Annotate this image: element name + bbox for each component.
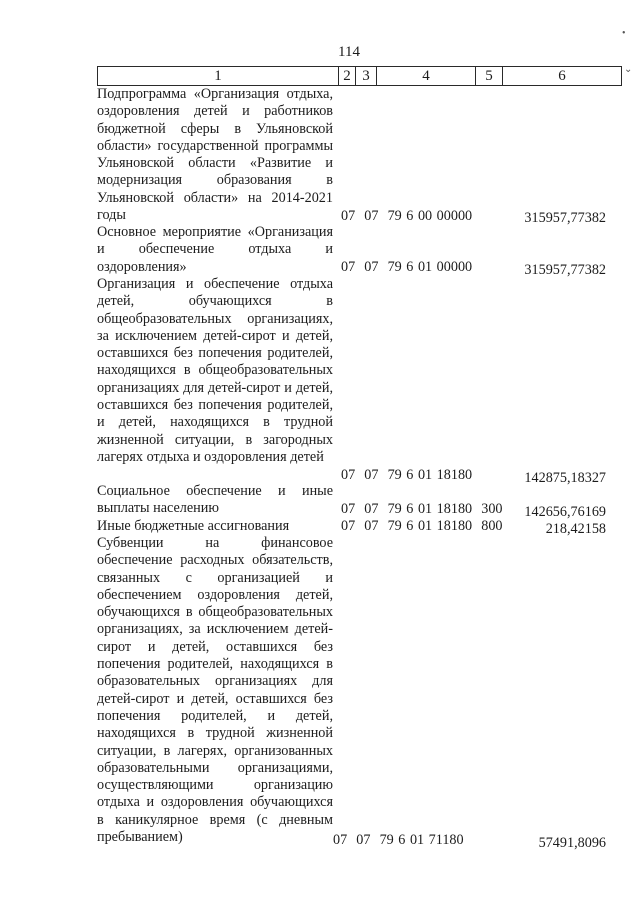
row-codes-organization-rest: 07 07 79 6 01 18180	[341, 467, 473, 483]
row-codes-subprogram: 07 07 79 6 00 00000	[341, 208, 473, 224]
column-header-6: 6	[503, 67, 622, 86]
row-description-organization-rest: Организация и обеспечение отдыха детей, обучающихся в общеобразовательных организациях, за исключением детей-сирот и детей, оставшихся без попечения родителей, находящихся в общеобразовательных организациях для детей-сирот и детей, оставшихся без попечения родителей, и детей, находящихся в трудной жизненной ситуации, в загородных лагерях отдыха и оздоровления детей	[97, 276, 333, 465]
row-amount-main-activity: 315957,77382	[524, 262, 606, 278]
row-codes-other-allocations: 07 07 79 6 01 18180 800	[341, 518, 503, 534]
column-header-4: 4	[377, 67, 476, 86]
row-amount-organization-rest: 142875,18327	[524, 470, 606, 486]
row-description-other-allocations: Иные бюджетные ассигнования	[97, 518, 290, 534]
row-amount-social-payments: 142656,76169	[524, 504, 606, 520]
row-description-subventions: Субвенции на финансовое обеспечение расходных обязательств, связанных с организацией и обеспечением оздоровления детей, обучающихся в общеобразовательных организациях, за исключением детей-сирот и детей, оставшихся без попечения родителей, находящихся в образовательных организациях для детей-сирот и детей, оставшихся без попечения родителей, и детей, находящихся в трудной жизненной ситуации, в лагерях, организованных образовательными организациями, осуществляющими организацию отдыха и оздоровления обучающихся в каникулярное время (с дневным пребыванием)	[97, 535, 333, 846]
row-amount-subprogram: 315957,77382	[524, 210, 606, 226]
row-description-subprogram: Подпрограмма «Организация отдыха, оздоровления детей и работников бюджетной сферы в Ульяновской области» государственной программы Ульяновской области «Развитие и модернизация образования в Ульяновской области» на 2014-2021 годы	[97, 86, 333, 224]
column-header-5: 5	[476, 67, 503, 86]
row-codes-subventions: 07 07 79 6 01 71180	[333, 832, 464, 848]
row-description-social-payments: Социальное обеспечение и иные выплаты населению	[97, 483, 333, 517]
row-amount-other-allocations: 218,42158	[545, 521, 606, 537]
scan-speck: ⌄	[624, 64, 633, 75]
column-header-3: 3	[356, 67, 377, 86]
page-number: 114	[338, 44, 360, 60]
column-header-table	[97, 66, 622, 86]
scan-speck: •	[622, 28, 626, 39]
column-header-2: 2	[339, 67, 356, 86]
row-codes-social-payments: 07 07 79 6 01 18180 300	[341, 501, 503, 517]
column-header-1: 1	[98, 67, 339, 86]
row-codes-main-activity: 07 07 79 6 01 00000	[341, 259, 473, 275]
row-description-main-activity: Основное мероприятие «Организация и обеспечение отдыха и оздоровления»	[97, 224, 333, 275]
row-amount-subventions: 57491,8096	[538, 835, 606, 851]
